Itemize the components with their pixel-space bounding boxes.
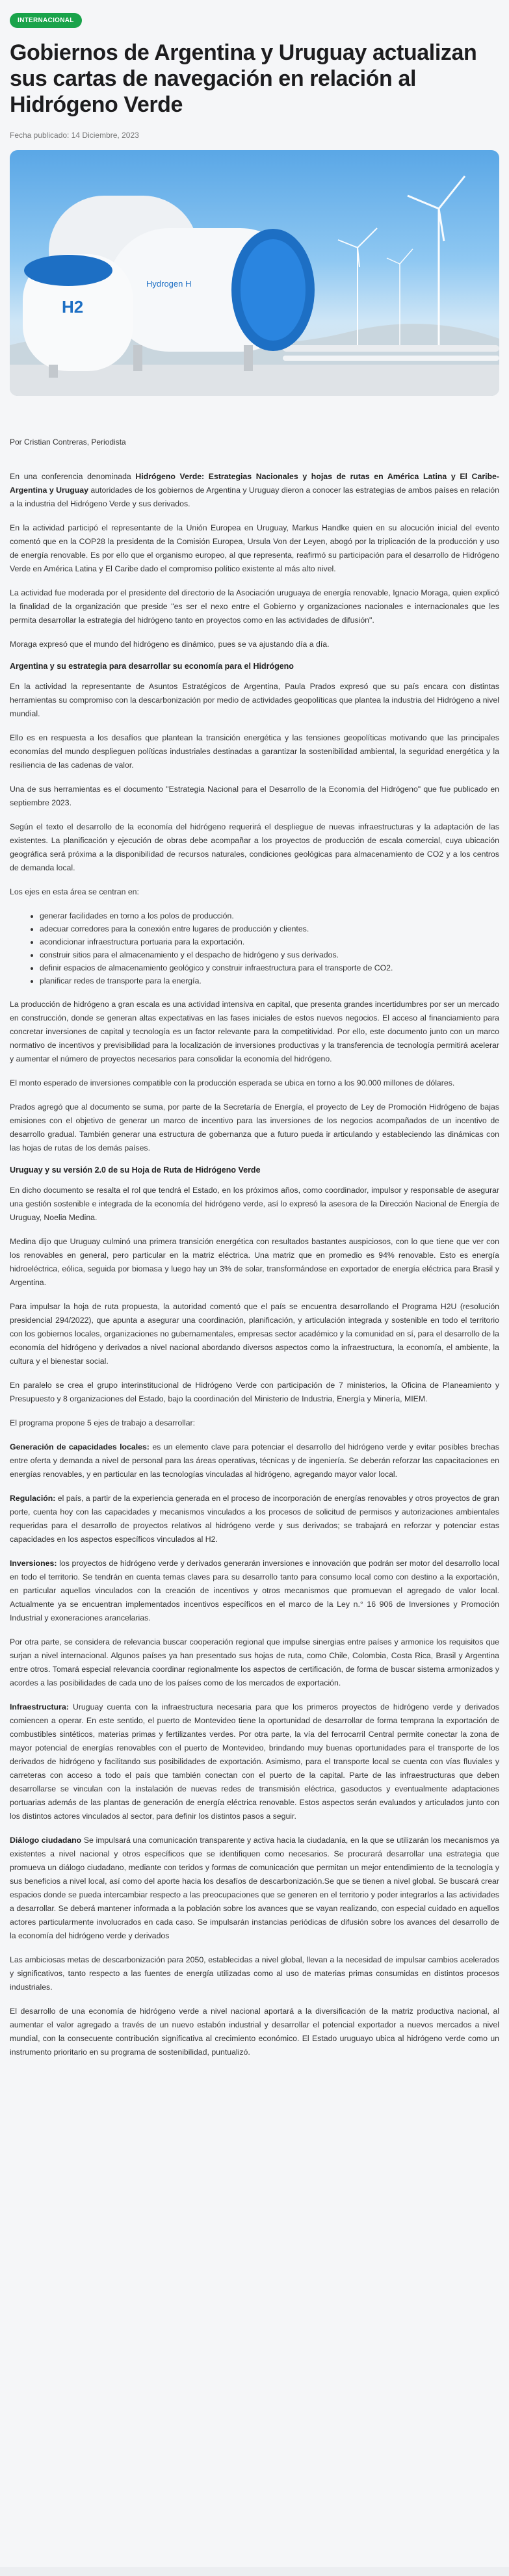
publish-date: Fecha publicado: 14 Diciembre, 2023 xyxy=(10,131,139,140)
list-item: • acondicionar infraestructura portuaria para la exportación. xyxy=(40,935,499,948)
paragraph: En paralelo se crea el grupo interinstitucional de Hidrógeno Verde con participación de 7 ministerios, la Oficina de Planeamiento y Presupuesto y 8 organizaciones del Estado, bajo la coordinación del Ministerio de Industria, Energía y Minería, MIEM. xyxy=(10,1381,499,1403)
section-heading: Argentina y su estrategia para desarrollar su economía para el Hidrógeno xyxy=(10,662,294,671)
paragraph: La actividad fue moderada por el presidente del directorio de la Asociación uruguaya de energía renovable, Ignacio Moraga, quien explicó la finalidad de la organización que preside "es ser el nexo entre el Gobierno y organizaciones nacionales e internacionales que les permita desarrollar la estrategia del hidrógeno tanto en proyectos como en las actividades de difusión". xyxy=(10,588,499,625)
hero-image xyxy=(10,150,499,396)
list-item: • adecuar corredores para la conexión entre lugares de producción y clientes. xyxy=(40,922,499,935)
paragraph: Diálogo ciudadano Se impulsará una comunicación transparente y activa hacia la ciudadanía, en la que se utilizarán los mecanismos ya existentes a nivel nacional y otros específicos que se identifiquen como necesarios. Se procurará desarrollar una estrategia que promueva un diálogo ciudadano, mediante con teridos y formas de comunicación que permitan un mejor entendimiento de la tecnología y sus beneficios a nivel local, así como del aporte hacia los desafíos de descarbonización.Se que se tienen a nivel global. Se buscará crear espacios donde se pueda intercambiar respecto a las preocupaciones que se generen en el territorio y poder integrarlos a las actividades a desarrollar. Se deberá mantener informada a la población sobre los avances que se vayan realizando, con especial cuidado en aquellos actores particularmente involucrados en cada caso. Se impulsarán instancias periódicas de difusión sobre los avances del desarrollo de la economía del hidrógeno verde y derivados xyxy=(10,1836,499,1940)
category-badge[interactable]: INTERNACIONAL xyxy=(10,13,82,28)
paragraph: Por otra parte, se considera de relevancia buscar cooperación regional que impulse sinergias entre países y armonice los requisitos que surjan a nivel internacional. Algunos países ya han presentado sus hojas de ruta, como Chile, Colombia, Costa Rica, Brasil y Argentina entre otros. Tomará especial relevancia coordinar regionalmente los aspectos de certificación, de forma de buscar sistema armonizados y acordes a las posibilidades de cada uno de los países como de los mercados de exportación. xyxy=(10,1637,499,1687)
paragraph: En dicho documento se resalta el rol que tendrá el Estado, en los próximos años, como coordinador, impulsor y responsable de asegurar una gestión sostenible e integrada de la economía del hidrógeno verde, así lo expresó la asesora de la Dirección Nacional de Energía de Uruguay, Noelia Medina. xyxy=(10,1186,499,1222)
list-item: • definir espacios de almacenamiento geológico y construir infraestructura para el transporte de CO2. xyxy=(40,961,499,974)
paragraph: En la actividad participó el representante de la Unión Europea en Uruguay, Markus Handke quien en su alocución inicial del evento comentó que en la COP28 la presidenta de la Comisión Europea, Ursula Von der Leyen, abogó por la triplicación de la producción y uso de energía renovable. Es por ello que el organismo europeo, al que representa, reafirmó su participación para el desarrollo de Hidrógeno Verde en América Latina y El Caribe dado el compromiso político existente al más alto nivel. xyxy=(10,523,499,573)
paragraph: Inversiones: los proyectos de hidrógeno verde y derivados generarán inversiones e innovación que podrán ser motor del desarrollo local en todo el territorio. Se tendrán en cuenta temas claves para su desarrollo tanto para consumo local como con destino a la exportación, en particular aquellos vinculados con la creación de incentivos y otros mecanismos que promuevan el agregado de valor local. Actualmente ya se encuentran implementados incentivos específicos en el marco de la Ley n.° 16 906 de Inversiones y Promoción Industrial y exoneraciones arancelarias. xyxy=(10,1559,499,1622)
paragraph: En la actividad la representante de Asuntos Estratégicos de Argentina, Paula Prados expresó que su país encara con distintas herramientas su compromiso con la descarbonización por medio de actividades geopolíticas que plantea la industria del Hidrógeno a nivel mundial. xyxy=(10,682,499,718)
paragraph: El desarrollo de una economía de hidrógeno verde a nivel nacional aportará a la diversificación de la matriz productiva nacional, al aumentar el valor agregado a través de un nuevo estabón industrial y desarrollar el potencial exportador a nuevos mercados a nivel mundial, con la consecuente contribución significativa al crecimiento económico. El Estado uruguayo ubica al hidrógeno verde como un instrumento prioritario en su programa de sostenibilidad, puntualizó. xyxy=(10,2007,499,2057)
tank-label: H2 xyxy=(62,297,84,317)
paragraph: Regulación: el país, a partir de la experiencia generada en el proceso de incorporación de energías renovables y otros proyectos de gran porte, cuenta hoy con las capacidades y mecanismos vinculados a los procesos de solicitud de permisos y autorizaciones ambientales requeridas para el desarrollo de proyectos relativos al hidrógeno verde y sus derivados; se trabajará en reforzar y potenciar estas capacidades en los aspectos específicos vinculados al H2. xyxy=(10,1494,499,1544)
tank-label-2: Hydrogen H xyxy=(146,279,192,289)
paragraph: Prados agregó que al documento se suma, por parte de la Secretaría de Energía, el proyecto de Ley de Promoción Hidrógeno de bajas emisiones con el objetivo de generar un marco de incentivo para las inversiones de los negocios acompañados de un incentivo de desarrollo gradual. También generar una estructura de gobernanza que a futuro pueda ir articulando y estableciendo las dinámicas con las hojas de rutas de los demás países. xyxy=(10,1102,499,1152)
article-body xyxy=(10,470,499,2059)
article-title: Gobiernos de Argentina y Uruguay actualizan sus cartas de navegación en relación al Hidrógeno Verde xyxy=(10,40,477,117)
paragraph: Infraestructura: Uruguay cuenta con la infraestructura necesaria para que los primeros proyectos de hidrógeno verde y derivados comiencen a operar. En este sentido, el puerto de Montevideo tiene la oportunidad de desarrollar de forma temprana la exportación de combustibles sintéticos, materias primas y fertilizantes verdes. Por otra parte, la vía del ferrocarril Central permite conectar la zona de mayor potencial de energías renovables con el puerto de Montevideo, brindando muy buenas oportunidades para el transporte de los derivados de hidrógeno y facilitando sus posibilidades de exportación. Asimismo, para el transporte local se cuenta con vías fluviales y carreteras con acceso a todo el país que también conectan con el puerto de la capital. Parte de las infraestructuras que deben desarrollarse se vinculan con la instalación de nuevas redes de transmisión eléctrica, gasoductos y eventualmente adaptaciones portuarias además de las plantas de generación de energía eléctrica renovable. Estos aspectos serán evaluados y articulados junto con los distintos actores vinculados al sector, para definir los distintos pasos a seguir. xyxy=(10,1702,499,1821)
paragraph: El programa propone 5 ejes de trabajo a desarrollar: xyxy=(10,1418,196,1427)
paragraph: Medina dijo que Uruguay culminó una primera transición energética con resultados bastantes auspiciosos, con lo que tiene que ver con los renovables en general, pero particular en la matriz eléctrica. Una matriz que en promedio es 94% renovable. Esto es energía hidroeléctrica, eólica, seguida por biomasa y luego hay un 3% de solar, transformándose en exportador de energía eléctrica para Brasil y Argentina. xyxy=(10,1237,499,1287)
section-heading: Uruguay y su versión 2.0 de su Hoja de Ruta de Hidrógeno Verde xyxy=(10,1165,261,1175)
paragraph: Una de sus herramientas es el documento "Estrategia Nacional para el Desarrollo de la Economía del Hidrógeno" que fue publicado en septiembre 2023. xyxy=(10,785,499,807)
author-byline: Por Cristian Contreras, Periodista xyxy=(10,437,126,447)
footer-strip xyxy=(0,2567,509,2576)
paragraph: Según el texto el desarrollo de la economía del hidrógeno requerirá el despliegue de nuevas infraestructuras y la adaptación de las existentes. La planificación y ejecución de obras debe acompañar a los proyectos de producción de escala comercial, cuya ubicación geográfica será próxima a la disponibilidad de recursos naturales, condiciones geológicas para almacenamiento de CO2 y a los centros de demanda local. xyxy=(10,822,499,872)
hydrogen-plant-illustration xyxy=(10,150,499,396)
axes-list xyxy=(40,909,499,987)
paragraph: Los ejes en esta área se centran en: xyxy=(10,887,139,896)
paragraph: Las ambiciosas metas de descarbonización para 2050, establecidas a nivel global, llevan a la necesidad de impulsar cambios acelerados y significativos, tanto respecto a las fuentes de energía utilizadas como al uso de materias primas consumidas en distintos procesos industriales. xyxy=(10,1955,499,1992)
paragraph: Moraga expresó que el mundo del hidrógeno es dinámico, pues se va ajustando día a día. xyxy=(10,640,330,649)
paragraph: En una conferencia denominada Hidrógeno Verde: Estrategias Nacionales y hojas de rutas en América Latina y El Caribe- Argentina y Uruguay autoridades de los gobiernos de Argentina y Uruguay dieron a conocer las estrategias de ambos países en relación a la industria del Hidrógeno Verde y sus derivados. xyxy=(10,472,499,508)
paragraph: El monto esperado de inversiones compatible con la producción esperada se ubica en torno a los 90.000 millones de dólares. xyxy=(10,1078,455,1087)
list-item: • generar facilidades en torno a los polos de producción. xyxy=(40,909,499,922)
list-item: • construir sitios para el almacenamiento y el despacho de hidrógeno y sus derivados. xyxy=(40,948,499,961)
list-item: • planificar redes de transporte para la energía. xyxy=(40,974,499,987)
paragraph: Generación de capacidades locales: es un elemento clave para potenciar el desarrollo del hidrógeno verde y evitar posibles brechas entre oferta y demanda a nivel de personal para las áreas operativas, técnicas y de ingeniería. Se deberán reforzar las capacitaciones en energías renovables, y en particular en las tecnologías vinculadas al hidrógeno, agregando mayor valor local. xyxy=(10,1442,499,1479)
paragraph: Ello es en respuesta a los desafíos que plantean la transición energética y las tensiones geopolíticas motivando que las principales economías del mundo desplieguen políticas industriales destinadas a garantizar la sostenibilidad ambiental, la seguridad energética y la resiliencia de las cadenas de valor. xyxy=(10,733,499,770)
paragraph: La producción de hidrógeno a gran escala es una actividad intensiva en capital, que presenta grandes incertidumbres por ser un mercado en construcción, donde se generan altas expectativas en las fases iniciales de estos nuevos negocios. El acceso al financiamiento para concretar inversiones de capital y tecnología es un factor relevante para la competitividad. Por ello, este documento junto con un marco normativo de incentivos y previsibilidad para la localización de inversiones productivas y la transferencia de tecnología permitirá acelerar y aumentar el número de proyectos necesarios para consolidar la economía del hidrógeno. xyxy=(10,1000,499,1063)
paragraph: Para impulsar la hoja de ruta propuesta, la autoridad comentó que el país se encuentra desarrollando el Programa H2U (resolución presidencial 294/2022), que apunta a asegurar una coordinación, planificación, y articulación integrada y sostenible en todo el territorio con los gobiernos locales, organizaciones no gubernamentales, empresas sector académico y la comunidad en sí, para el desarrollo de la economía del hidrógeno y derivados a nivel nacional abordando diversos aspectos como la infraestructura, la economía, el ambiente, la cultura y el bienestar social. xyxy=(10,1302,499,1366)
